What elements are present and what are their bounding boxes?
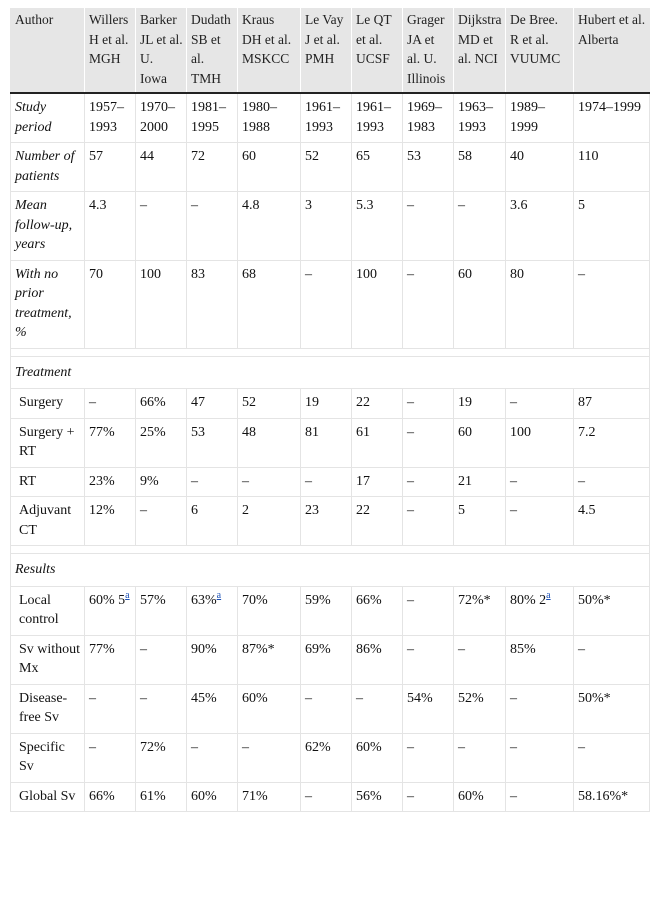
table-row [11, 93, 650, 143]
table-cell: – [403, 389, 454, 419]
table-cell: – [403, 260, 454, 348]
table-cell: – [454, 733, 506, 782]
header-study-6: Le QT et al. UCSF [352, 8, 403, 93]
section-title: Treatment [11, 356, 650, 389]
table-cell: 86% [352, 635, 403, 684]
table-cell: 1969–1983 [403, 93, 454, 143]
header-study-4: Kraus DH et al. MSKCC [238, 8, 301, 93]
table-cell: 57% [136, 586, 187, 635]
row-label: Mean follow-up, years [11, 192, 85, 261]
table-cell: – [301, 684, 352, 733]
table-cell: – [403, 192, 454, 261]
table-cell: 1980–1988 [238, 93, 301, 143]
table-cell: 2 [238, 497, 301, 546]
header-author: Author [11, 8, 85, 93]
table-header [11, 8, 650, 93]
section-title: Results [11, 554, 650, 587]
table-cell: 100 [136, 260, 187, 348]
table-cell: – [352, 684, 403, 733]
table-cell: 90% [187, 635, 238, 684]
table-cell: 40 [506, 143, 574, 192]
table-cell: 48 [238, 418, 301, 467]
table-cell: 87%* [238, 635, 301, 684]
table-cell: 4.3 [85, 192, 136, 261]
table-cell: 1963–1993 [454, 93, 506, 143]
table-cell: 80 [506, 260, 574, 348]
table-cell: 60% [238, 684, 301, 733]
table-cell: 44 [136, 143, 187, 192]
row-label: Surgery + RT [11, 418, 85, 467]
header-study-8: Dijkstra MD et al. NCI [454, 8, 506, 93]
table-cell: – [187, 733, 238, 782]
table-cell: 1974–1999 [574, 93, 650, 143]
table-row [11, 586, 650, 635]
table-cell: 61% [136, 782, 187, 812]
spacer-row [11, 348, 650, 356]
table-cell: 19 [301, 389, 352, 419]
table-cell: – [85, 389, 136, 419]
table-cell: 80% 2$^a$ [506, 586, 574, 635]
table-cell: – [403, 586, 454, 635]
footnote-ref [217, 588, 221, 601]
table-cell: – [403, 635, 454, 684]
table-cell: – [454, 635, 506, 684]
spacer-cell [11, 348, 650, 356]
table-cell: – [136, 684, 187, 733]
table-cell: 23% [85, 467, 136, 497]
table-row [11, 192, 650, 261]
table-cell: 58 [454, 143, 506, 192]
table-cell: – [403, 733, 454, 782]
table-cell: 1970–2000 [136, 93, 187, 143]
table-cell: 70% [238, 586, 301, 635]
table-cell: 1989–1999 [506, 93, 574, 143]
table-cell: 47 [187, 389, 238, 419]
table-cell: – [238, 467, 301, 497]
table-cell: 87 [574, 389, 650, 419]
footnote-link[interactable]: a [216, 589, 222, 601]
row-label: Global Sv [11, 782, 85, 812]
table-cell: 52% [454, 684, 506, 733]
header-study-7: Grager JA et al. U. Illinois [403, 8, 454, 93]
table-cell: – [301, 782, 352, 812]
table-cell: 7.2 [574, 418, 650, 467]
table-row [11, 635, 650, 684]
table-cell: – [136, 635, 187, 684]
table-cell: – [187, 192, 238, 261]
table-row [11, 782, 650, 812]
row-label: Study period [11, 93, 85, 143]
table-row [11, 497, 650, 546]
table-cell: – [506, 782, 574, 812]
table-row [11, 733, 650, 782]
table-cell: 60% [352, 733, 403, 782]
table-cell: 72% [136, 733, 187, 782]
table-cell: 72%* [454, 586, 506, 635]
row-label: Sv without Mx [11, 635, 85, 684]
table-cell: 25% [136, 418, 187, 467]
table-cell: – [506, 684, 574, 733]
table-cell: – [136, 192, 187, 261]
table-cell: 1961–1993 [352, 93, 403, 143]
table-cell: 12% [85, 497, 136, 546]
table-cell: 110 [574, 143, 650, 192]
table-cell: 4.5 [574, 497, 650, 546]
table-cell: 60% [454, 782, 506, 812]
spacer-row [11, 546, 650, 554]
table-row [11, 389, 650, 419]
table-cell: 4.8 [238, 192, 301, 261]
row-label: Adjuvant CT [11, 497, 85, 546]
section-results [11, 554, 650, 587]
table-cell: 19 [454, 389, 506, 419]
row-label: With no prior treatment, % [11, 260, 85, 348]
table-cell: 9% [136, 467, 187, 497]
table-cell: 77% [85, 418, 136, 467]
table-cell: 56% [352, 782, 403, 812]
table-cell: 65 [352, 143, 403, 192]
table-cell: – [574, 467, 650, 497]
table-cell: – [506, 733, 574, 782]
header-study-1: Willers H et al. MGH [85, 8, 136, 93]
table-cell: 59% [301, 586, 352, 635]
table-cell: – [454, 192, 506, 261]
table-cell: – [85, 733, 136, 782]
header-study-10: Hubert et al. Alberta [574, 8, 650, 93]
row-label: Local control [11, 586, 85, 635]
table-cell: – [574, 733, 650, 782]
footnote-ref [125, 588, 129, 601]
table-cell: – [136, 497, 187, 546]
table-cell: 5.3 [352, 192, 403, 261]
table-cell: 63%$^a$ [187, 586, 238, 635]
table-cell: 66% [352, 586, 403, 635]
table-cell: – [574, 260, 650, 348]
table-cell: 53 [403, 143, 454, 192]
table-cell: 60 [454, 260, 506, 348]
table-cell: 81 [301, 418, 352, 467]
section-treatment [11, 356, 650, 389]
table-cell: 50%* [574, 684, 650, 733]
table-cell: 22 [352, 389, 403, 419]
table-row [11, 143, 650, 192]
table-cell: 66% [136, 389, 187, 419]
table-cell: 57 [85, 143, 136, 192]
table-cell: 1961–1993 [301, 93, 352, 143]
table-cell: 3 [301, 192, 352, 261]
table-cell: 66% [85, 782, 136, 812]
table-cell: 54% [403, 684, 454, 733]
table-cell: 52 [238, 389, 301, 419]
table-cell: – [506, 497, 574, 546]
header-study-9: De Bree. R et al. VUUMC [506, 8, 574, 93]
table-cell: 85% [506, 635, 574, 684]
table-cell: 83 [187, 260, 238, 348]
row-label: Number of patients [11, 143, 85, 192]
table-cell: – [506, 467, 574, 497]
table-cell: 72 [187, 143, 238, 192]
table-cell: – [187, 467, 238, 497]
table-cell: 5 [574, 192, 650, 261]
table-cell: 6 [187, 497, 238, 546]
header-study-3: Dudath SB et al. TMH [187, 8, 238, 93]
table-cell: 69% [301, 635, 352, 684]
table-cell: – [301, 467, 352, 497]
table-cell: – [85, 684, 136, 733]
header-row [11, 8, 650, 93]
table-cell: 61 [352, 418, 403, 467]
table-cell: 17 [352, 467, 403, 497]
table-row [11, 418, 650, 467]
row-label: RT [11, 467, 85, 497]
table-cell: – [403, 467, 454, 497]
table-cell: – [403, 418, 454, 467]
table-cell: 62% [301, 733, 352, 782]
footnote-link[interactable]: a [546, 589, 551, 601]
table-cell: 58.16%* [574, 782, 650, 812]
header-study-5: Le Vay J et al. PMH [301, 8, 352, 93]
table-cell: – [403, 497, 454, 546]
table-cell: 60% 5$^a$ [85, 586, 136, 635]
table-cell: 22 [352, 497, 403, 546]
table-row [11, 684, 650, 733]
table-cell: 52 [301, 143, 352, 192]
table-cell: – [506, 389, 574, 419]
footnote-link[interactable]: a [125, 589, 130, 601]
table-cell: – [238, 733, 301, 782]
table-cell: 1957–1993 [85, 93, 136, 143]
row-label: Surgery [11, 389, 85, 419]
table-cell: 1981–1995 [187, 93, 238, 143]
footnote-ref [546, 588, 550, 601]
spacer-cell [11, 546, 650, 554]
table-cell: 70 [85, 260, 136, 348]
table-cell: 68 [238, 260, 301, 348]
row-label: Disease-free Sv [11, 684, 85, 733]
table-cell: 100 [506, 418, 574, 467]
table-cell: – [301, 260, 352, 348]
table-row [11, 260, 650, 348]
table-cell: 60 [454, 418, 506, 467]
table-cell: 3.6 [506, 192, 574, 261]
table-cell: 45% [187, 684, 238, 733]
table-cell: 60% [187, 782, 238, 812]
header-study-2: Barker JL et al. U. Iowa [136, 8, 187, 93]
table-cell: 77% [85, 635, 136, 684]
table-cell: – [574, 635, 650, 684]
row-label: Specific Sv [11, 733, 85, 782]
table-cell: – [403, 782, 454, 812]
table-cell: 60 [238, 143, 301, 192]
table-cell: 5 [454, 497, 506, 546]
comparison-table [10, 8, 650, 812]
table-body [11, 93, 650, 812]
table-cell: 50%* [574, 586, 650, 635]
table-cell: 53 [187, 418, 238, 467]
table-cell: 23 [301, 497, 352, 546]
table-cell: 21 [454, 467, 506, 497]
table-row [11, 467, 650, 497]
table-cell: 100 [352, 260, 403, 348]
table-cell: 71% [238, 782, 301, 812]
